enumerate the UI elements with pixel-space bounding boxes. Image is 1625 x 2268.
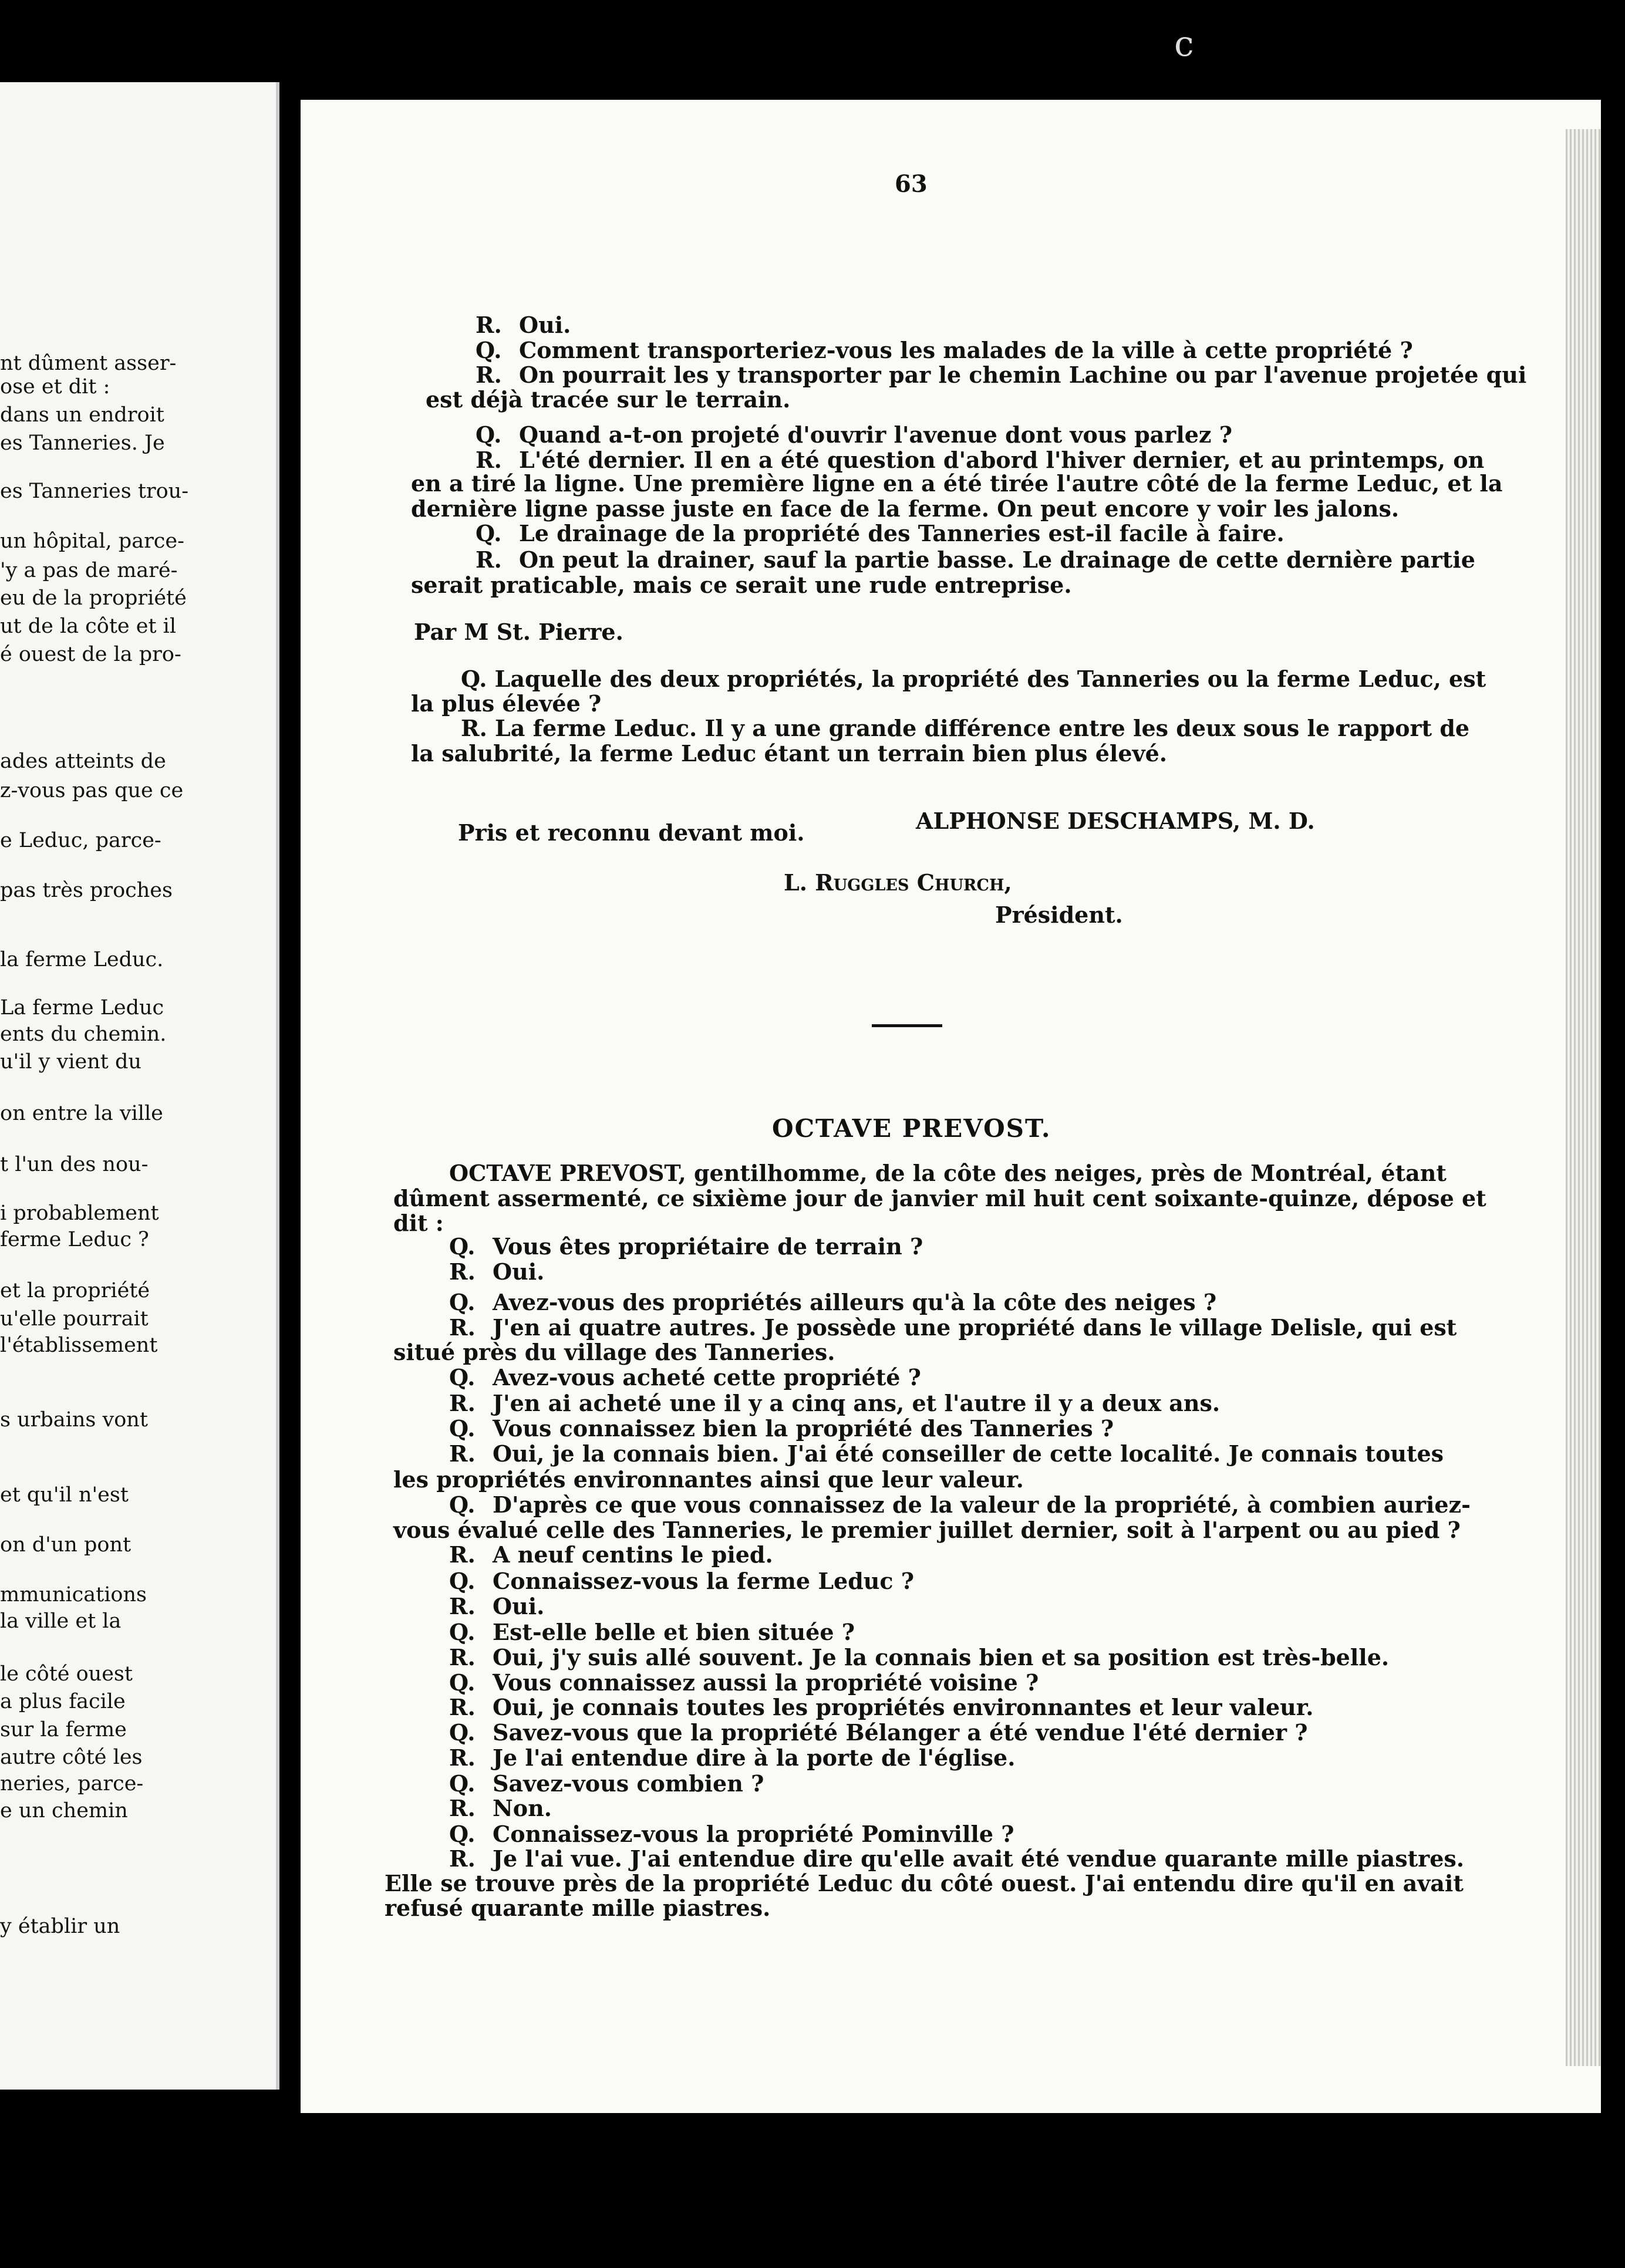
- left-page-line: es Tanneries. Je: [0, 431, 165, 455]
- left-page-line: sur la ferme: [0, 1718, 127, 1742]
- left-page-line: pas très proches: [0, 879, 173, 902]
- left-page-line: ut de la côte et il: [0, 615, 177, 638]
- qa-text: L'été dernier. Il en a été question d'abord l'hiver dernier, et au printemps, on: [519, 447, 1485, 473]
- qa-text: Vous connaissez bien la propriété des Tanneries ?: [493, 1415, 1114, 1442]
- qa-line: [449, 1621, 855, 1643]
- qa-line: [449, 1366, 921, 1389]
- answer-line: R. La ferme Leduc. Il y a une grande différence entre les deux sous le rapport de: [461, 715, 1470, 741]
- qa-text: Oui.: [493, 1593, 545, 1619]
- qa-label: Q.: [449, 1821, 476, 1847]
- qa-line: [449, 1823, 1014, 1845]
- qa-label: Q.: [449, 1719, 476, 1746]
- qa-label: Q.: [476, 520, 502, 546]
- left-page-line: la ville et la: [0, 1609, 122, 1633]
- witness-signature: ALPHONSE DESCHAMPS, M. D.: [916, 808, 1315, 834]
- left-page-line: neries, parce-: [0, 1772, 144, 1796]
- left-page-line: ose et dit :: [0, 375, 110, 399]
- qa-line: [385, 1897, 770, 1919]
- qa-text: les propriétés environnantes ainsi que leur valeur.: [393, 1466, 1024, 1493]
- left-page-line: ades atteints de: [0, 750, 166, 773]
- qa-text: est déjà tracée sur le terrain.: [426, 386, 791, 413]
- qa-label: Q.: [449, 1669, 476, 1696]
- left-page-line: et la propriété: [0, 1279, 150, 1302]
- qa-line: [476, 449, 1484, 471]
- qa-line: [476, 421, 1232, 448]
- qa-label: Q.: [449, 1415, 476, 1442]
- qa-text: Vous connaissez aussi la propriété voisine ?: [493, 1669, 1039, 1696]
- qa-line: [476, 522, 1285, 545]
- left-page-line: mmunications: [0, 1583, 147, 1607]
- left-page-line: é ouest de la pro-: [0, 643, 181, 666]
- left-page-line: t l'un des nou-: [0, 1153, 149, 1176]
- qa-line: [449, 1440, 1444, 1467]
- left-page-line: e un chemin: [0, 1799, 128, 1823]
- qa-line: [449, 1797, 552, 1820]
- qa-label: Q.: [449, 1619, 476, 1645]
- qa-label: Q.: [449, 1289, 476, 1315]
- left-page-line: nt dûment asser-: [0, 352, 177, 375]
- examiner-line: Par M St. Pierre.: [414, 619, 623, 645]
- qa-label: Q.: [449, 1568, 476, 1594]
- qa-label: R.: [449, 1795, 476, 1821]
- question-line: Q. Laquelle des deux propriétés, la propriété des Tanneries ou la ferme Leduc, est: [461, 666, 1486, 692]
- left-page-line: z-vous pas que ce: [0, 779, 184, 802]
- qa-text: dernière ligne passe juste en face de la ferme. On peut encore y voir les jalons.: [411, 495, 1400, 522]
- qa-text: Le drainage de la propriété des Tanneries est-il facile à faire.: [519, 520, 1285, 546]
- qa-line: [393, 1519, 1461, 1541]
- qa-line: [449, 1646, 1389, 1669]
- section-heading: OCTAVE PREVOST.: [772, 1114, 1051, 1143]
- left-page-line: ents du chemin.: [0, 1022, 167, 1046]
- qa-label: Q.: [449, 1233, 476, 1260]
- qa-text: D'après ce que vous connaissez de la valeur de la propriété, à combien auriez-: [493, 1491, 1471, 1518]
- qa-label: R.: [449, 1845, 476, 1872]
- left-page-line: on d'un pont: [0, 1533, 132, 1557]
- qa-label: Q.: [476, 337, 502, 363]
- qa-line: [449, 1541, 773, 1568]
- qa-line: [449, 1744, 1016, 1771]
- president-name: L. Ruggles Church,: [784, 869, 1012, 896]
- qa-text: Connaissez-vous la ferme Leduc ?: [493, 1568, 915, 1594]
- qa-text: Savez-vous que la propriété Bélanger a été vendue l'été dernier ?: [493, 1719, 1308, 1746]
- left-page-line: 'y a pas de maré-: [0, 559, 178, 582]
- president-title: Président.: [995, 902, 1123, 928]
- qa-line: [411, 574, 1072, 596]
- intro-line: dûment assermenté, ce sixième jour de janvier mil huit cent soixante-quinze, dépose et: [393, 1185, 1486, 1211]
- qa-line: [449, 1696, 1314, 1719]
- qa-label: R.: [476, 362, 502, 388]
- qa-line: [449, 1845, 1465, 1872]
- left-page-line: la ferme Leduc.: [0, 948, 164, 971]
- left-page-line: dans un endroit: [0, 403, 164, 427]
- left-page-line: a plus facile: [0, 1690, 126, 1713]
- section-divider: [872, 1024, 942, 1027]
- binding-mark: c: [1174, 23, 1194, 65]
- qa-text: J'en ai quatre autres. Je possède une propriété dans le village Delisle, qui est: [493, 1314, 1457, 1341]
- qa-label: Q.: [449, 1491, 476, 1518]
- question-line: la plus élevée ?: [411, 690, 602, 717]
- qa-label: Q.: [476, 421, 502, 448]
- qa-line: [449, 1258, 545, 1285]
- qa-text: Vous êtes propriétaire de terrain ?: [493, 1233, 923, 1260]
- qa-line: [476, 339, 1413, 362]
- qa-line: [449, 1669, 1039, 1696]
- left-page-line: l'établissement: [0, 1334, 158, 1357]
- qa-line: [393, 1341, 835, 1364]
- left-page-line: La ferme Leduc: [0, 996, 164, 1020]
- qa-text: Oui.: [519, 312, 571, 338]
- qa-label: R.: [449, 1541, 476, 1568]
- qa-line: [385, 1872, 1464, 1895]
- qa-label: R.: [449, 1390, 476, 1416]
- qa-text: Connaissez-vous la propriété Pominville ?: [493, 1821, 1014, 1847]
- left-page-line: le côté ouest: [0, 1662, 133, 1686]
- qa-text: A neuf centins le pied.: [493, 1541, 773, 1568]
- qa-text: Avez-vous acheté cette propriété ?: [493, 1364, 921, 1391]
- left-page-line: et qu'il n'est: [0, 1483, 129, 1507]
- qa-line: [449, 1291, 1216, 1314]
- left-facing-page: [0, 82, 279, 2090]
- left-page-line: u'elle pourrait: [0, 1307, 149, 1331]
- left-page-line: e Leduc, parce-: [0, 829, 161, 852]
- left-page-line: eu de la propriété: [0, 586, 187, 610]
- left-page-line: autre côté les: [0, 1746, 143, 1769]
- qa-text: refusé quarante mille piastres.: [385, 1895, 771, 1921]
- qa-label: Q.: [449, 1770, 476, 1797]
- qa-line: [449, 1233, 923, 1260]
- qa-line: [449, 1314, 1457, 1341]
- qa-line: [449, 1415, 1114, 1442]
- qa-line: [449, 1719, 1308, 1746]
- left-page-line: i probablement: [0, 1202, 159, 1225]
- qa-label: R.: [449, 1694, 476, 1720]
- qa-line: [449, 1570, 914, 1592]
- qa-label: R.: [476, 546, 502, 573]
- qa-text: Non.: [493, 1795, 552, 1821]
- qa-text: Je l'ai vue. J'ai entendue dire qu'elle avait été vendue quarante mille piastres.: [493, 1845, 1465, 1872]
- qa-line: [476, 364, 1526, 386]
- left-page-line: on entre la ville: [0, 1102, 163, 1125]
- qa-line: [476, 546, 1475, 573]
- qa-text: Savez-vous combien ?: [493, 1770, 764, 1797]
- qa-text: Elle se trouve près de la propriété Leduc du côté ouest. J'ai entendu dire qu'il en avait: [385, 1870, 1464, 1896]
- qa-text: J'en ai acheté une il y a cinq ans, et l'autre il y a deux ans.: [493, 1390, 1221, 1416]
- left-page-line: es Tanneries trou-: [0, 480, 189, 503]
- left-page-line: u'il y vient du: [0, 1050, 141, 1074]
- qa-line: [411, 495, 1400, 522]
- qa-label: R.: [476, 312, 502, 338]
- intro-line: OCTAVE PREVOST, gentilhomme, de la côte des neiges, près de Montréal, étant: [449, 1160, 1447, 1186]
- qa-line: [449, 1392, 1220, 1415]
- qa-label: R.: [476, 447, 502, 473]
- qa-line: [411, 470, 1503, 497]
- left-page-line: un hôpital, parce-: [0, 529, 184, 553]
- qa-text: Oui, j'y suis allé souvent. Je la connais bien et sa position est très-belle.: [493, 1644, 1390, 1670]
- qa-text: On peut la drainer, sauf la partie basse. Le drainage de cette dernière partie: [519, 546, 1475, 573]
- qa-text: On pourrait les y transporter par le chemin Lachine ou par l'avenue projetée qui: [519, 362, 1527, 388]
- left-page-line: s urbains vont: [0, 1408, 148, 1432]
- qa-text: Quand a-t-on projeté d'ouvrir l'avenue dont vous parlez ?: [519, 421, 1232, 448]
- qa-text: Oui, je la connais bien. J'ai été conseiller de cette localité. Je connais toutes: [493, 1440, 1444, 1467]
- qa-line: [393, 1466, 1024, 1493]
- qa-label: R.: [449, 1593, 476, 1619]
- qa-line: [449, 1770, 764, 1797]
- page-number: 63: [895, 170, 928, 198]
- qa-text: Avez-vous des propriétés ailleurs qu'à la côte des neiges ?: [493, 1289, 1217, 1315]
- qa-text: Oui, je connais toutes les propriétés environnantes et leur valeur.: [493, 1694, 1314, 1720]
- qa-text: Comment transporteriez-vous les malades de la ville à cette propriété ?: [519, 337, 1413, 363]
- qa-line: [476, 314, 571, 336]
- qa-line: [449, 1491, 1471, 1518]
- qa-text: vous évalué celle des Tanneries, le premier juillet dernier, soit à l'arpent ou au pied ?: [393, 1517, 1461, 1543]
- qa-label: R.: [449, 1314, 476, 1341]
- qa-line: [449, 1595, 544, 1618]
- sworn-before-line: Pris et reconnu devant moi.: [458, 819, 805, 846]
- qa-text: situé près du village des Tanneries.: [393, 1339, 835, 1365]
- answer-line: la salubrité, la ferme Leduc étant un terrain bien plus élevé.: [411, 740, 1167, 767]
- left-page-line: y établir un: [0, 1915, 120, 1938]
- qa-text: en a tiré la ligne. Une première ligne en a été tirée l'autre côté de la ferme Leduc, et la: [411, 470, 1503, 497]
- qa-label: Q.: [449, 1364, 476, 1391]
- page-edge: [1566, 129, 1601, 2066]
- qa-label: R.: [449, 1744, 476, 1771]
- qa-label: R.: [449, 1644, 476, 1670]
- qa-text: Je l'ai entendue dire à la porte de l'église.: [493, 1744, 1016, 1771]
- qa-label: R.: [449, 1258, 476, 1285]
- intro-line: dit :: [393, 1210, 444, 1236]
- qa-text: Est-elle belle et bien située ?: [493, 1619, 855, 1645]
- left-page-line: ferme Leduc ?: [0, 1228, 149, 1251]
- qa-text: Oui.: [493, 1258, 545, 1285]
- qa-line: [426, 386, 791, 413]
- qa-label: R.: [449, 1440, 476, 1467]
- qa-text: serait praticable, mais ce serait une rude entreprise.: [411, 572, 1072, 598]
